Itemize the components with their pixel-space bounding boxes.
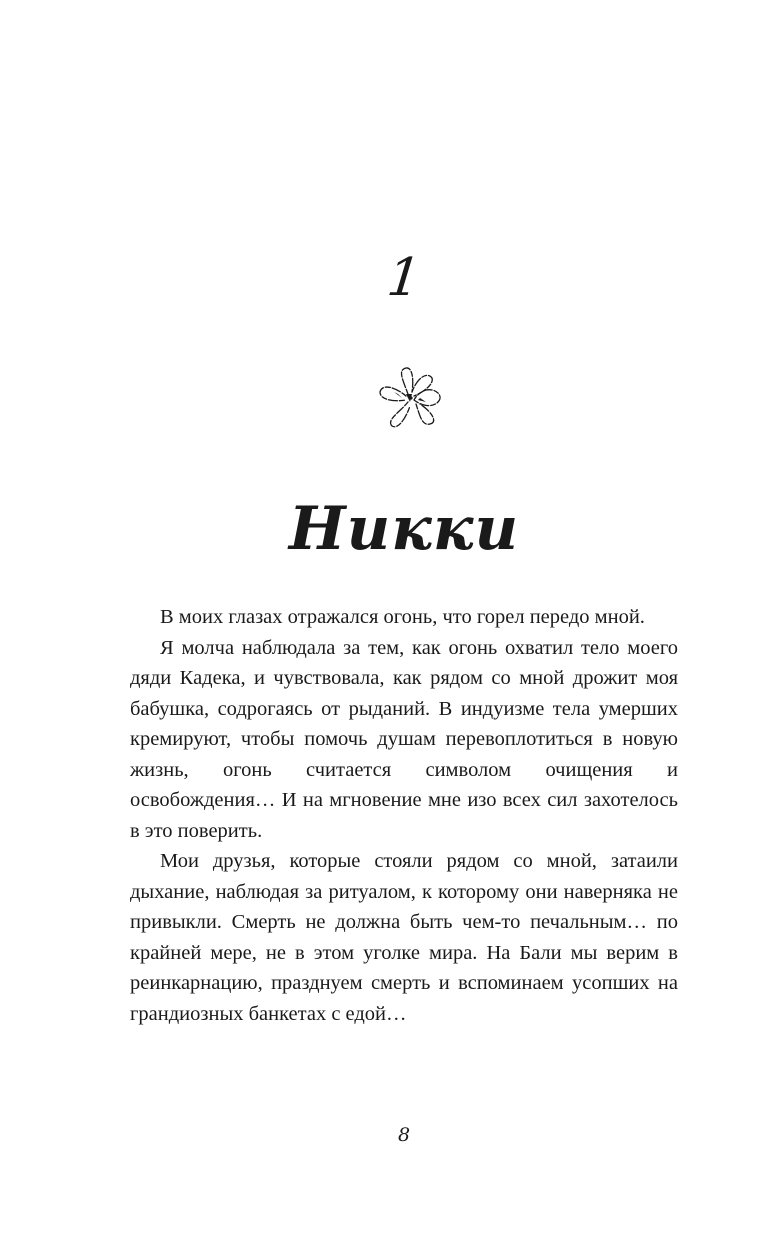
chapter-title: Никки xyxy=(288,494,520,564)
chapter-number: 1 xyxy=(384,248,424,308)
orchid-flower-icon xyxy=(372,364,448,436)
paragraph: В моих глазах отражался огонь, что горел передо мной. xyxy=(160,606,645,628)
body-text xyxy=(130,602,678,1029)
paragraph: Я молча наблюдала за тем, как огонь охватил тело моего дяди Кадека, и чувствовала, как рядом со мной дрожит моя бабушка, содрогаясь от рыданий. В индуизме тела умерших кремируют, чтобы помочь душам перевоплотиться в новую жизнь, огонь считается символом очищения и освобождения… И на мгновение мне изо всех сил захотелось в это поверить. xyxy=(130,636,678,842)
paragraph: Мои друзья, которые стояли рядом со мной, затаили дыхание, наблюдая за ритуалом, к которому они наверняка не привыкли. Смерть не должна быть чем-то печальным… по крайней мере, не в этом уголке мира. На Бали мы верим в реинкарнацию, празднуем смерть и вспоминаем усопших на грандиозных банкетах с едой… xyxy=(130,850,678,1025)
page-number: 8 xyxy=(397,1124,411,1146)
